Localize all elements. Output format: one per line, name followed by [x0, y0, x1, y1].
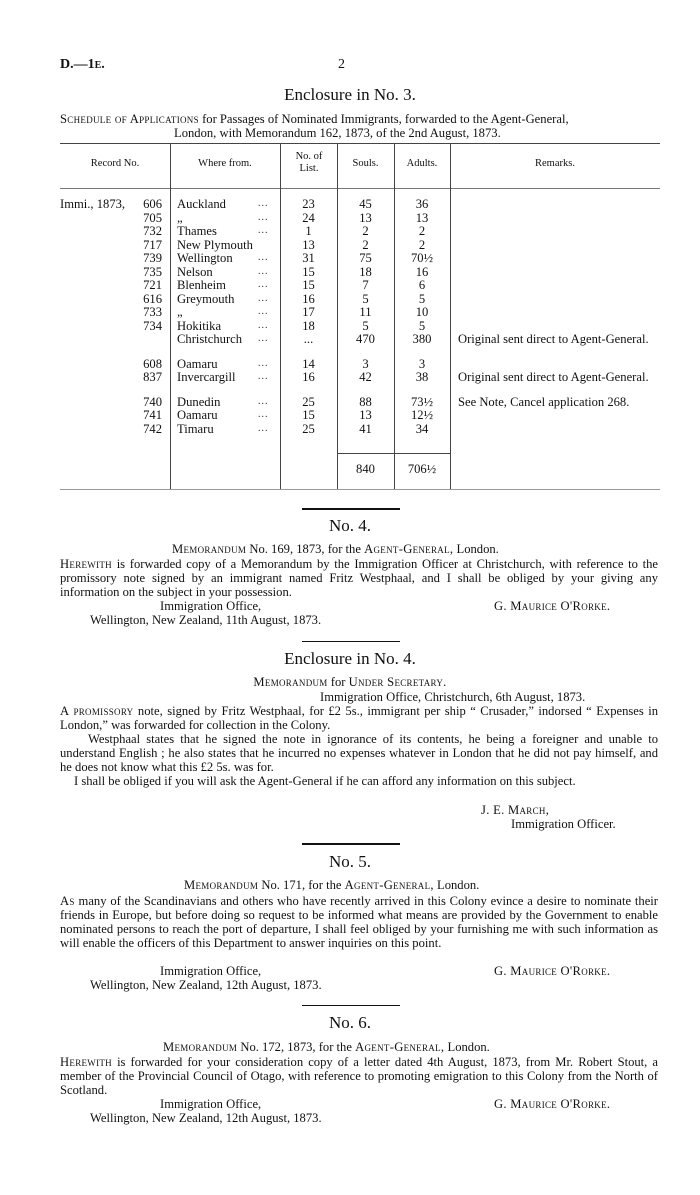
no-6-place-date: Wellington, New Zealand, 12th August, 1873. — [90, 1111, 322, 1125]
column-header-where-from: Where from. — [198, 158, 252, 169]
col-divider — [170, 143, 171, 489]
list-number: ... — [303, 332, 314, 346]
schedule-caption: Schedule of Applications for Passages of Nominated Immigrants, forwarded to the Agent-General, — [60, 112, 569, 126]
no-5-signature: G. Maurice O'Rorke. — [494, 964, 611, 978]
souls-count: 41 — [359, 421, 372, 436]
souls-count: 5 — [362, 318, 369, 333]
where-from: New Plymouth — [177, 237, 253, 252]
where-from: Thames — [177, 224, 217, 238]
column-header-record: Record No. — [90, 158, 140, 169]
record-number: 739 — [143, 251, 162, 265]
souls-count: 45 — [359, 197, 372, 211]
list-number: 13 — [302, 237, 315, 252]
list-number: 16 — [302, 370, 315, 384]
enclosure-4-memo-line: Memorandum for Under Secretary. — [253, 675, 447, 689]
no-5-memo-line: Memorandum No. 171, for the Agent-General, London. — [184, 878, 480, 892]
section-rule — [302, 641, 400, 642]
no-4-memo-line: Memorandum No. 169, 1873, for the Agent-General, London. — [172, 542, 499, 556]
col-divider — [450, 143, 451, 489]
where-from: Wellington — [177, 251, 233, 265]
page-number: 2 — [338, 57, 345, 72]
enclosure-4-paragraph-3: I shall be obliged if you will ask the Agent-General if he can afford any information on this subject. — [74, 774, 576, 788]
where-from: Oamaru — [177, 356, 218, 371]
remarks: See Note, Cancel application 268. — [458, 394, 630, 409]
adults-count: 34 — [415, 421, 429, 436]
enclosure-4-signature-title: Immigration Officer. — [511, 817, 616, 831]
where-from: Dunedin — [177, 394, 221, 409]
enclosure-4-title: Enclosure in No. 4. — [284, 649, 416, 668]
record-number: 734 — [143, 318, 162, 333]
adults-count: 70½ — [410, 251, 434, 265]
where-from: „ — [177, 305, 183, 319]
record-number: 735 — [143, 264, 162, 279]
totals-rule — [337, 453, 450, 454]
where-from: Blenheim — [177, 278, 226, 292]
record-number: 608 — [143, 356, 162, 371]
no-4-signature: G. Maurice O'Rorke. — [494, 599, 611, 613]
leader-dots: ... — [258, 409, 269, 420]
column-header-list: No. of List. — [295, 151, 323, 174]
record-number: 741 — [143, 408, 162, 422]
column-header-souls: Souls. — [352, 158, 379, 169]
list-number: 15 — [302, 278, 315, 292]
enclosure-4-signature: J. E. March, — [481, 803, 550, 817]
no-5-title: No. 5. — [328, 852, 372, 871]
souls-count: 2 — [362, 224, 369, 238]
adults-count: 2 — [418, 224, 426, 238]
section-rule — [302, 1005, 400, 1006]
list-number: 15 — [302, 408, 315, 422]
list-number: 1 — [305, 224, 312, 238]
souls-count: 42 — [359, 370, 372, 384]
total-adults: 706½ — [407, 462, 437, 476]
souls-count: 13 — [359, 408, 372, 422]
souls-count: 3 — [362, 356, 369, 371]
leader-dots: ... — [258, 211, 269, 223]
souls-count: 18 — [359, 264, 372, 279]
list-number: 23 — [302, 197, 315, 211]
no-5-office: Immigration Office, — [160, 964, 262, 978]
souls-count: 11 — [359, 305, 372, 319]
where-from: Invercargill — [177, 370, 236, 384]
souls-count: 88 — [359, 394, 372, 409]
adults-count: 73½ — [410, 394, 434, 409]
document-reference: D.—1E. — [60, 57, 105, 72]
enclosure-4-paragraph-1: A promissory note, signed by Fritz Westphaal, for £2 5s., immigrant per ship “ Crusader,” indorsed “ Expenses in London,” was forwarded for collection in the Colony. — [60, 704, 659, 732]
leader-dots: ... — [258, 198, 269, 209]
no-4-title: No. 4. — [328, 516, 372, 535]
record-number: 732 — [143, 224, 162, 238]
no-4-office: Immigration Office, — [160, 599, 262, 613]
leader-dots: ... — [258, 225, 269, 236]
souls-count: 470 — [356, 332, 375, 346]
adults-count: 38 — [415, 370, 429, 384]
total-souls: 840 — [356, 462, 375, 476]
record-number: 740 — [143, 394, 162, 409]
section-rule — [302, 843, 400, 845]
leader-dots: ... — [258, 395, 269, 407]
no-6-signature: G. Maurice O'Rorke. — [494, 1097, 611, 1111]
no-5-body: As many of the Scandinavians and others who have recently arrived in this Colony evince a desire to nominate their friends in Europe, but before doing so request to be informed what means are provided by the Government to enable nominated persons to reach the port of departure, I shall feel obliged by your furnishing me with such information as will enable the officers of this Department to answer inquiries on this point. — [60, 894, 658, 950]
where-from: Nelson — [177, 264, 213, 279]
adults-count: 380 — [412, 332, 432, 346]
souls-count: 7 — [362, 278, 369, 292]
no-6-title: No. 6. — [328, 1013, 372, 1032]
where-from: Hokitika — [177, 318, 222, 333]
no-4-body: Herewith is forwarded copy of a Memorandum by the Immigration Officer at Christchurch, with reference to the promissory note signed by an immigrant named Fritz Westphaal, and I shall be obliged by your giving any information on the subject in your possession. — [60, 557, 658, 599]
remarks: Original sent direct to Agent-General. — [458, 370, 649, 384]
list-number: 18 — [302, 318, 315, 333]
souls-count: 75 — [359, 251, 372, 265]
leader-dots: ... — [258, 252, 269, 263]
leader-dots: ... — [258, 333, 269, 344]
record-number: 742 — [143, 421, 162, 436]
enclosure-3-title: Enclosure in No. 3. — [284, 85, 416, 104]
list-number: 15 — [302, 264, 315, 279]
column-header-remarks: Remarks. — [535, 158, 575, 169]
remarks: Original sent direct to Agent-General. — [458, 332, 649, 346]
adults-count: 5 — [418, 291, 426, 306]
where-from: „ — [177, 210, 183, 225]
table-header-rule — [60, 188, 660, 189]
list-number: 31 — [302, 251, 315, 265]
souls-count: 13 — [359, 210, 372, 225]
leader-dots: ... — [258, 265, 269, 277]
leader-dots: ... — [258, 279, 269, 290]
where-from: Timaru — [177, 421, 214, 436]
column-header-adults: Adults. — [406, 158, 438, 169]
leader-dots: ... — [258, 292, 269, 304]
no-4-place-date: Wellington, New Zealand, 11th August, 1873. — [90, 613, 322, 627]
list-number: 14 — [302, 356, 315, 371]
record-number: 721 — [143, 278, 162, 292]
list-number: 17 — [302, 305, 315, 319]
list-number: 24 — [302, 210, 315, 225]
list-number: 25 — [302, 394, 315, 409]
record-number: 705 — [143, 210, 162, 225]
list-number: 16 — [302, 291, 315, 306]
section-rule — [302, 508, 400, 510]
where-from: Christchurch — [177, 332, 243, 346]
leader-dots: ... — [258, 306, 269, 317]
where-from: Auckland — [177, 197, 226, 211]
record-number: 837 — [143, 370, 162, 384]
schedule-caption-line2: London, with Memorandum 162, 1873, of the 2nd August, 1873. — [174, 126, 501, 140]
leader-dots: ... — [258, 422, 269, 434]
adults-count: 12½ — [410, 408, 434, 422]
adults-count: 3 — [418, 356, 426, 371]
adults-count: 13 — [415, 210, 429, 225]
leader-dots: ... — [258, 319, 269, 331]
adults-count: 10 — [415, 305, 429, 319]
adults-count: 5 — [418, 318, 426, 333]
adults-count: 16 — [415, 264, 429, 279]
record-number: 733 — [143, 305, 162, 319]
record-number: 717 — [143, 237, 162, 252]
enclosure-4-paragraph-2: Westphaal states that he signed the note in ignorance of its contents, he being a foreigner and unable to understand English ; he also states that he incurred no expenses whatever in London that he did not pay himself, and he does not know what this £2 5s. was for. — [60, 732, 658, 774]
table-bottom-rule — [60, 489, 660, 490]
where-from: Oamaru — [177, 408, 218, 422]
adults-count: 2 — [418, 237, 426, 252]
adults-count: 6 — [418, 278, 426, 292]
souls-count: 2 — [362, 237, 369, 252]
record-number: 616 — [143, 291, 162, 306]
no-6-body: Herewith is forwarded for your consideration copy of a letter dated 4th August, 1873, from Mr. Robert Stout, a member of the Provincial Council of Otago, with reference to promoting emigration to this Colony from the North of Scotland. — [60, 1055, 658, 1097]
list-number: 25 — [302, 421, 315, 436]
leader-dots: ... — [258, 371, 269, 382]
record-number: 606 — [143, 197, 162, 211]
enclosure-4-place-date: Immigration Office, Christchurch, 6th August, 1873. — [320, 690, 586, 704]
record-prefix: Immi., 1873, — [60, 197, 126, 211]
no-6-office: Immigration Office, — [160, 1097, 262, 1111]
no-6-memo-line: Memorandum No. 172, 1873, for the Agent-General, London. — [163, 1040, 490, 1054]
adults-count: 36 — [415, 197, 429, 211]
leader-dots: ... — [258, 357, 269, 369]
no-5-place-date: Wellington, New Zealand, 12th August, 1873. — [90, 978, 322, 992]
table-top-rule — [60, 143, 660, 144]
where-from: Greymouth — [177, 291, 235, 306]
souls-count: 5 — [362, 291, 369, 306]
